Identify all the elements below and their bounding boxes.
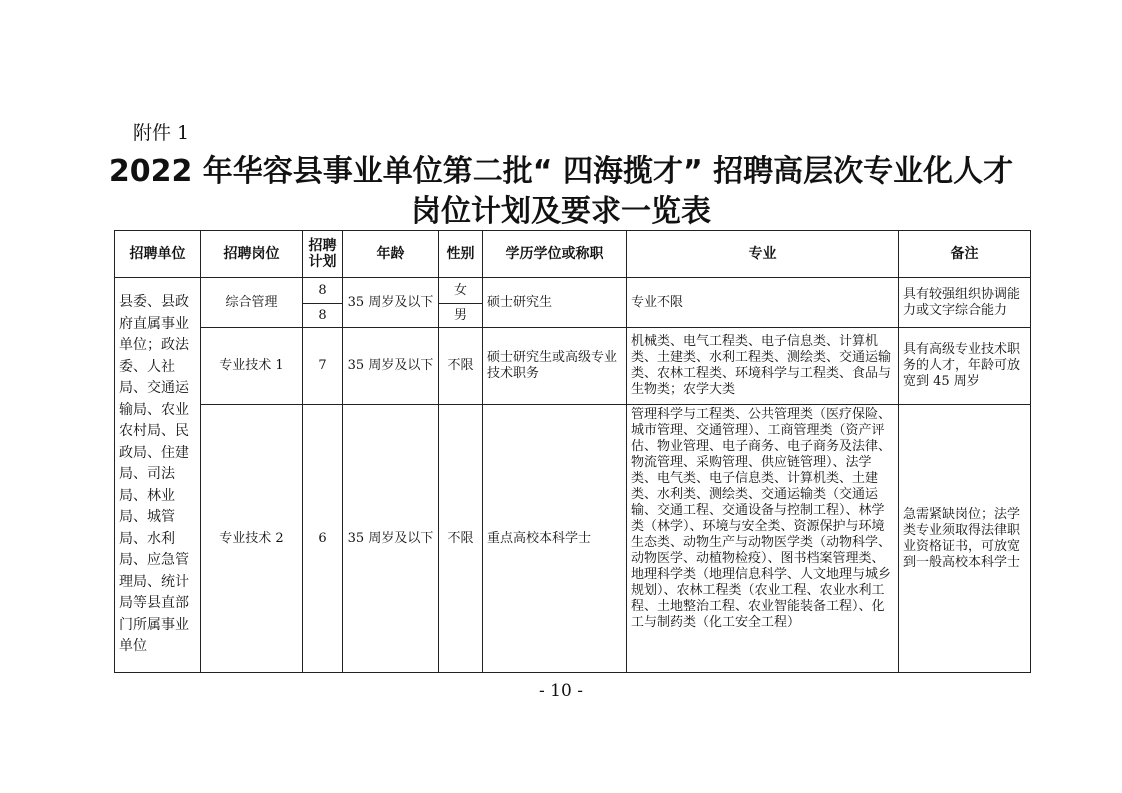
document-title-line1: 2022 年华容县事业单位第二批“ 四海揽才” 招聘高层次专业化人才 [108,154,1014,189]
general-position-cell: 综合管理 [201,278,303,328]
attachment-label: 附件 1 [133,122,190,144]
header-remark: 备注 [899,231,1031,278]
tech1-position-cell: 专业技术 1 [201,328,303,405]
tech2-position-cell: 专业技术 2 [201,405,303,673]
table-row [115,278,1031,304]
table-row [115,328,1031,405]
page-number: - 10 - [539,681,583,701]
document-title-line2: 岗位计划及要求一览表 [411,194,711,229]
unit-cell: 县委、县政府直属事业单位；政法委、人社局、交通运输局、农业农村局、民政局、住建局、司法局、林业局、城管局、水利局、应急管理局、统计局等县直部门所属事业单位 [115,278,201,673]
header-plan: 招聘计划 [303,231,343,278]
general-education-cell: 硕士研究生 [483,278,627,328]
tech1-education-cell: 硕士研究生或高级专业技术职务 [483,328,627,405]
general-plan-female-cell: 8 [303,278,343,304]
table-header-row [115,231,1031,278]
general-plan-male-cell: 8 [303,304,343,328]
recruitment-plan-table [114,230,1031,673]
tech2-education-cell: 重点高校本科学士 [483,405,627,673]
header-age: 年龄 [343,231,439,278]
tech2-remark-cell: 急需紧缺岗位；法学类专业须取得法律职业资格证书，可放宽到一般高校本科学士 [899,405,1031,673]
tech1-gender-cell: 不限 [439,328,483,405]
tech1-remark-cell: 具有高级专业技术职务的人才，年龄可放宽到 45 周岁 [899,328,1031,405]
general-gender-female-cell: 女 [439,278,483,304]
general-remark-cell: 具有较强组织协调能力或文字综合能力 [899,278,1031,328]
header-unit: 招聘单位 [115,231,201,278]
header-major: 专业 [627,231,899,278]
tech2-major-cell: 管理科学与工程类、公共管理类（医疗保险、城市管理、交通管理）、工商管理类（资产评估、物业管理、电子商务、电子商务及法律、物流管理、采购管理、供应链管理）、法学类、电气类、电子信息类、计算机类、土建类、水利类、测绘类、交通运输类（交通运输、交通工程、交通设备与控制工程）、林学类（林学）、环境与安全类、资源保护与环境生态类、动物生产与动物医学类（动物科学、动物医学、动植物检疫）、图书档案管理类、地理科学类（地理信息科学、人文地理与城乡规划）、农林工程类（农业工程、农业水利工程、土地整治工程、农业智能装备工程）、化工与制药类（化工安全工程） [627,405,899,673]
header-education: 学历学位或称职 [483,231,627,278]
header-gender: 性别 [439,231,483,278]
tech2-gender-cell: 不限 [439,405,483,673]
tech1-major-cell: 机械类、电气工程类、电子信息类、计算机类、土建类、水利工程类、测绘类、交通运输类、农林工程类、环境科学与工程类、食品与生物类；农学大类 [627,328,899,405]
table-row [115,405,1031,673]
general-age-cell: 35 周岁及以下 [343,278,439,328]
tech1-plan-cell: 7 [303,328,343,405]
tech2-age-cell: 35 周岁及以下 [343,405,439,673]
tech1-age-cell: 35 周岁及以下 [343,328,439,405]
header-position: 招聘岗位 [201,231,303,278]
general-major-cell: 专业不限 [627,278,899,328]
tech2-plan-cell: 6 [303,405,343,673]
general-gender-male-cell: 男 [439,304,483,328]
